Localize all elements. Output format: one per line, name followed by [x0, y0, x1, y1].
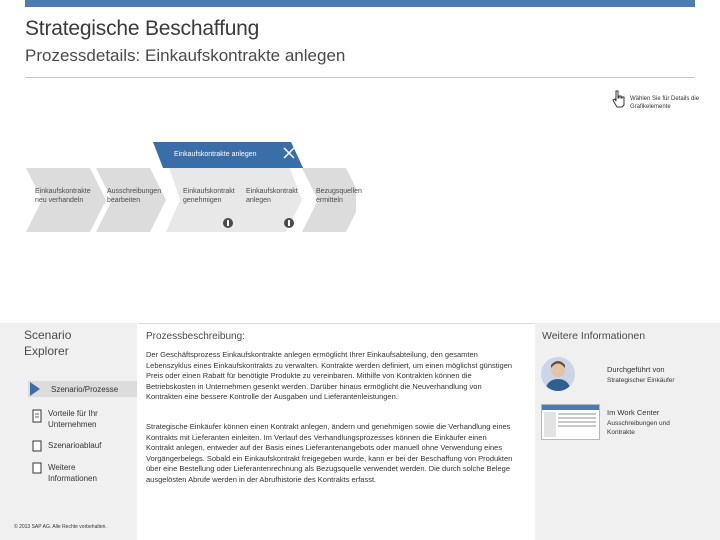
work-center-thumbnail[interactable]	[541, 404, 600, 440]
top-accent-bar	[25, 0, 695, 7]
process-step-2-label[interactable]: Ausschreibungen bearbeiten	[107, 188, 162, 204]
hint-text: Wählen Sie für Details die Grafikelemente	[630, 96, 700, 110]
person-icon	[541, 357, 575, 391]
avatar	[541, 357, 575, 391]
copyright-text: © 2013 SAP AG. Alle Rechte vorbehalten.	[14, 524, 107, 530]
performed-by-label: Durchgeführt von	[607, 365, 665, 374]
document-icon	[32, 409, 42, 423]
info-heading: Weitere Informationen	[542, 330, 646, 342]
nav-item-szenarioablauf[interactable]: Szenarioablauf	[48, 441, 102, 450]
scenario-explorer-title: Scenario Explorer	[24, 328, 72, 358]
close-icon[interactable]	[282, 146, 296, 160]
nav-item-szenario-prozesse[interactable]: Szenario/Prozesse	[51, 385, 119, 394]
page-subtitle: Prozessdetails: Einkaufskontrakte anlegen	[25, 46, 346, 65]
arrow-right-icon	[30, 382, 40, 396]
info-icon[interactable]	[284, 218, 294, 228]
nav-item-weitere-informationen[interactable]: Weitere Informationen	[48, 463, 97, 483]
flow-icon	[32, 440, 42, 452]
process-step-1-label[interactable]: Einkaufskontrakte neu verhandeln	[35, 188, 91, 204]
process-step-4-label[interactable]: Einkaufskontrakt anlegen	[246, 188, 298, 204]
info-document-icon	[32, 462, 42, 474]
description-paragraph-1: Der Geschäftsprozess Einkaufskontrakte anlegen ermöglicht Ihrer Einkaufsabteilung, den gesamten Lebenszyklus eines Einkaufskontrakts zu verwalten. Kontrakte werden definiert, um einen möglichst günstigen Preis oder einen Rabatt für benötigte Produkte zu vereinbaren. Mithilfe von Kontrakten können die Betriebskosten in Unternehmen gesenkt werden. Darüber hinaus ermöglicht die Neuverhandlung von Kontrakten eine bessere Kontrolle der Ausgaben und Lieferantenleistungen.	[146, 350, 513, 401]
performed-by-value: Strategischer Einkäufer	[607, 377, 675, 384]
header-divider	[25, 77, 695, 78]
page-title: Strategische Beschaffung	[25, 17, 260, 40]
process-step-5-label[interactable]: Bezugsquellen ermitteln	[316, 188, 362, 204]
popup-title: Einkaufskontrakte anlegen	[174, 151, 257, 158]
process-step-3-label[interactable]: Einkaufskontrakt genehmigen	[183, 188, 235, 204]
description-paragraph-2: Strategische Einkäufer können einen Kontrakt anlegen, ändern und genehmigen sowie die Verhandlung eines Kontrakts mit Lieferanten einleiten. Im Verlauf des Verhandlungsprozesses können die Einkäufer einen Kontrakt anlegen, entweder auf der Basis eines Lieferantenangebots oder manuell ohne Verwendung eines Vorgängerbelegs. Sobald ein Einkaufskontrakt freigegeben wurde, kann er bei der Beschaffung von Produkten über eine Bestellung oder Lieferantenrechnung als Bezugsquelle verwendet werden. Die durch solche Belege ausgelösten Abrufe werden in der Abrufhistorie des Kontrakts erfasst.	[146, 422, 513, 484]
work-center-value: Ausschreibungen und Kontrakte	[607, 420, 670, 436]
nav-item-vorteile[interactable]: Vorteile für Ihr Unternehmen	[48, 409, 98, 429]
hand-pointer-icon	[612, 90, 626, 108]
work-center-label: Im Work Center	[607, 408, 660, 417]
screenshot-thumbnail-icon	[542, 405, 599, 439]
description-heading: Prozessbeschreibung:	[146, 331, 245, 342]
info-icon[interactable]	[223, 218, 233, 228]
